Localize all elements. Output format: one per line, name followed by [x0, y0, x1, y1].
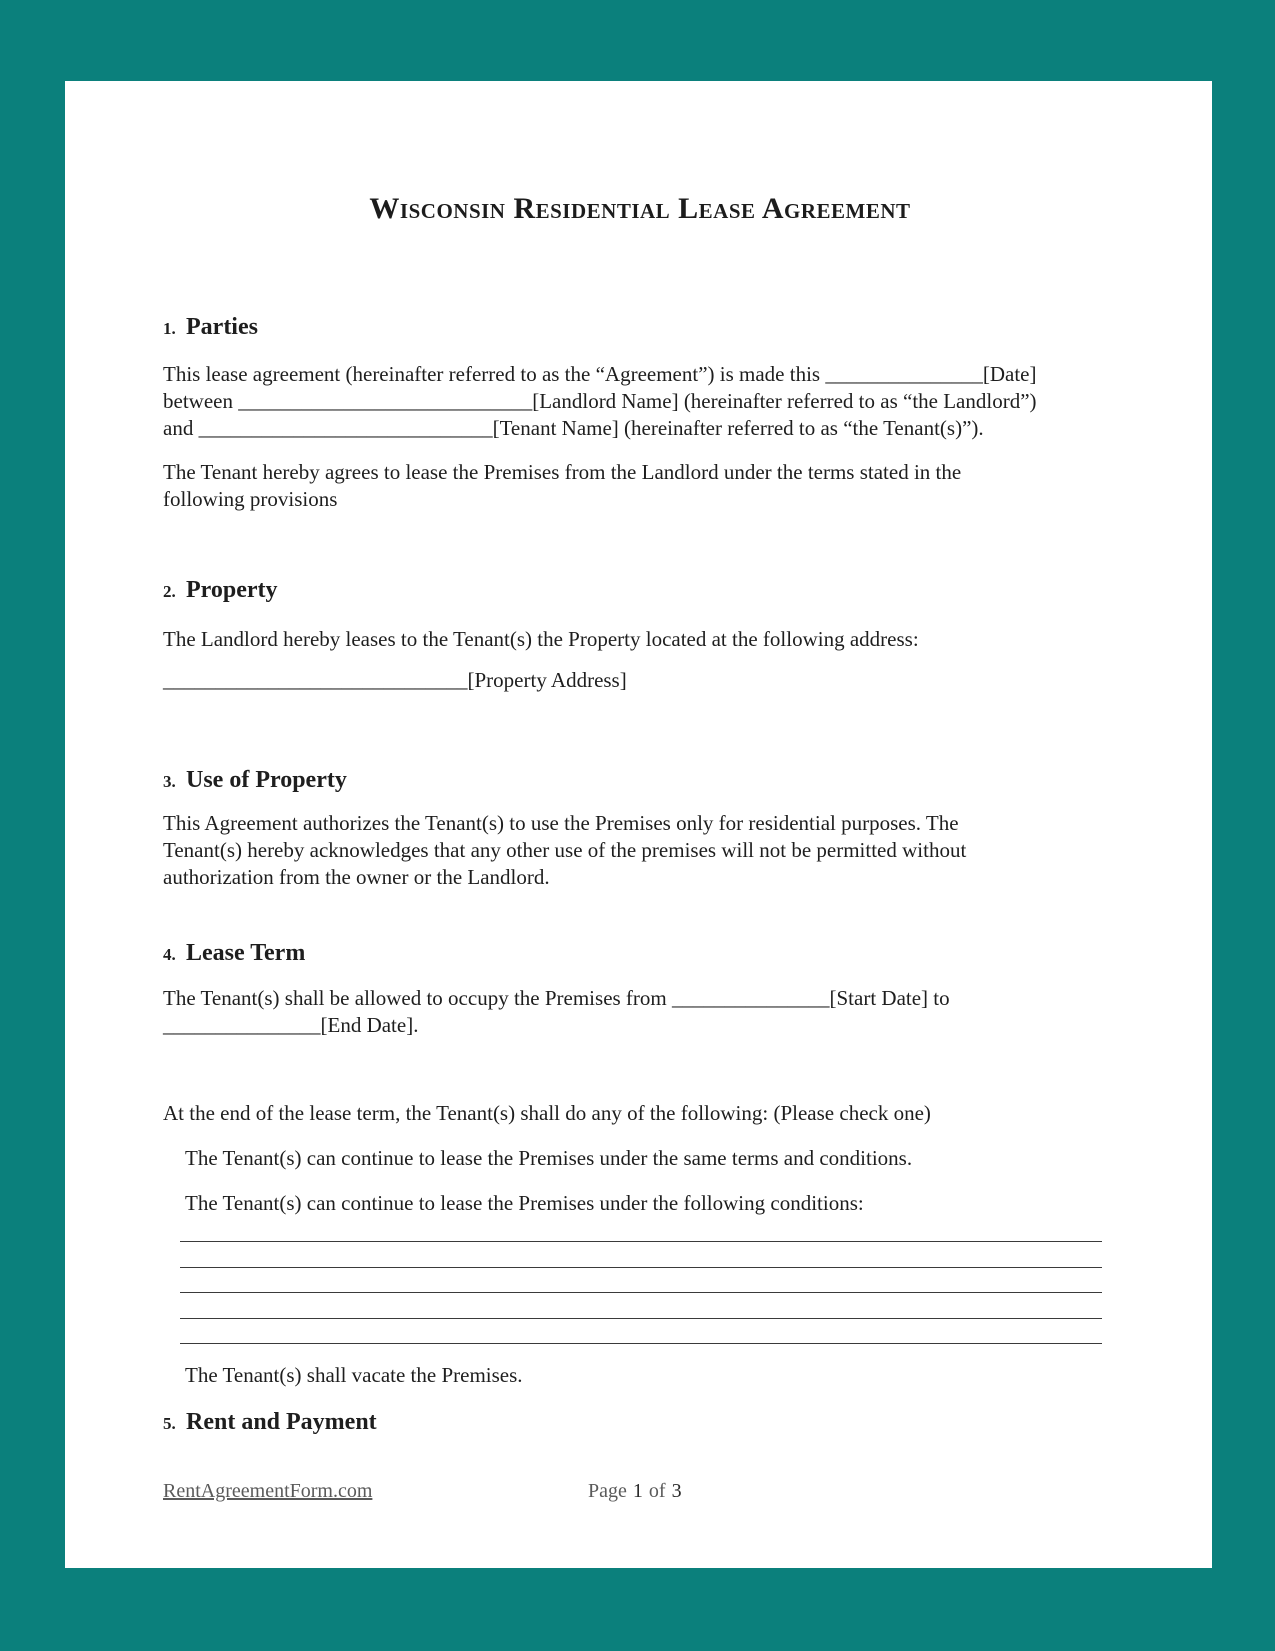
- condition-blank-line: [180, 1268, 1102, 1293]
- paragraph-line: The Tenant hereby agrees to lease the Premises from the Landlord under the terms stated in the: [163, 460, 962, 484]
- section-heading-rent-and-payment: [163, 1407, 1117, 1440]
- section-title: Parties: [186, 314, 258, 340]
- paragraph-line: authorization from the owner or the Landlord.: [163, 865, 550, 889]
- property-paragraph: The Landlord hereby leases to the Tenant(s) the Property located at the following address:: [163, 627, 919, 651]
- lease-end-option-same-terms: The Tenant(s) can continue to lease the Premises under the same terms and conditions.: [185, 1146, 913, 1170]
- page-number: 1: [632, 1480, 643, 1502]
- lease-end-prompt: At the end of the lease term, the Tenant(s) shall do any of the following: (Please check one): [163, 1101, 931, 1125]
- page-word: Page: [588, 1480, 627, 1502]
- paragraph-line: following provisions: [163, 487, 338, 511]
- section-heading-parties: [163, 312, 1117, 345]
- page-footer: [163, 1478, 1117, 1504]
- lease-term-paragraph: [163, 985, 1117, 1039]
- document-content: [65, 81, 1212, 1568]
- paragraph-line: Tenant(s) hereby acknowledges that any other use of the premises will not be permitted without: [163, 838, 967, 862]
- use-of-property-paragraph: [163, 810, 1117, 891]
- of-word: of: [648, 1480, 666, 1502]
- page-indicator: [588, 1478, 682, 1504]
- section-heading-lease-term: [163, 938, 1117, 971]
- condition-blank-line: [180, 1243, 1102, 1268]
- section-heading-use-of-property: [163, 765, 1117, 798]
- condition-blank-line: [180, 1319, 1102, 1344]
- property-address-blank: _____________________________[Property Address]: [163, 668, 627, 692]
- paragraph-line: between ____________________________[Landlord Name] (hereinafter referred to as “the Landlord”): [163, 389, 1037, 413]
- section-heading-property: [163, 575, 1117, 608]
- paragraph-line: The Tenant(s) shall be allowed to occupy the Premises from _______________[Start Date] to: [163, 986, 950, 1010]
- paragraph-line: This Agreement authorizes the Tenant(s) to use the Premises only for residential purposes. The: [163, 811, 959, 835]
- section-number: 4.: [163, 945, 176, 964]
- section-number: 3.: [163, 772, 176, 791]
- document-page: [65, 81, 1212, 1568]
- section-number: 1.: [163, 319, 176, 338]
- paragraph-line: _______________[End Date].: [163, 1013, 419, 1037]
- condition-blank-line: [180, 1217, 1102, 1242]
- paragraph-line: and ____________________________[Tenant Name] (hereinafter referred to as “the Tenant(s)”).: [163, 416, 984, 440]
- section-title: Lease Term: [186, 940, 306, 966]
- footer-site-link[interactable]: RentAgreementForm.com: [163, 1480, 373, 1502]
- conditions-write-in-area: [180, 1217, 1102, 1344]
- paragraph-line: This lease agreement (hereinafter referred to as the “Agreement”) is made this _______________[Date]: [163, 362, 1037, 386]
- section-title: Property: [186, 577, 278, 603]
- lease-end-option-new-conditions: The Tenant(s) can continue to lease the Premises under the following conditions:: [185, 1191, 864, 1215]
- page-total: 3: [671, 1480, 682, 1502]
- section-title: Rent and Payment: [186, 1409, 377, 1435]
- section-number: 2.: [163, 582, 176, 601]
- section-number: 5.: [163, 1414, 176, 1433]
- parties-intro-paragraph: [163, 361, 1117, 442]
- section-title: Use of Property: [186, 767, 347, 793]
- parties-agreement-paragraph: [163, 459, 1117, 513]
- lease-end-option-vacate: The Tenant(s) shall vacate the Premises.: [185, 1363, 523, 1387]
- document-title: Wisconsin Residential Lease Agreement: [369, 192, 911, 225]
- condition-blank-line: [180, 1294, 1102, 1319]
